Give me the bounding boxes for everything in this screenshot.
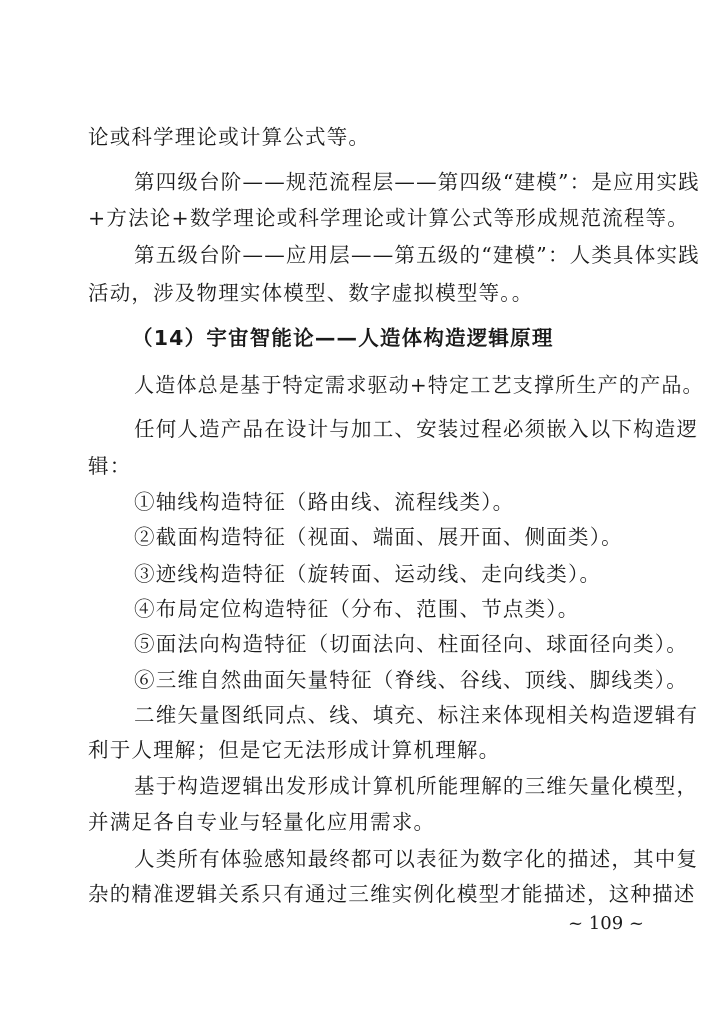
text-line-2: 第四级台阶——规范流程层——第四级“建模”：是应用实践 <box>134 170 700 194</box>
text-line-19: 并满足各自专业与轻量化应用需求。 <box>88 810 436 834</box>
text-line-18: 基于构造逻辑出发形成计算机所能理解的三维矢量化模型， <box>134 774 699 798</box>
section-heading: （14）宇宙智能论——人造体构造逻辑原理 <box>132 326 554 350</box>
page-number: ~ 109 ~ <box>568 913 644 934</box>
list-item-3: ③迹线构造特征（旋转面、运动线、走向线类）。 <box>134 562 602 586</box>
list-item-4: ④布局定位构造特征（分布、范围、节点类）。 <box>134 597 580 621</box>
list-item-6: ⑥三维自然曲面矢量特征（脊线、谷线、顶线、脚线类）。 <box>134 668 688 692</box>
list-item-1: ①轴线构造特征（路由线、流程线类）。 <box>134 490 515 514</box>
text-line-3: +方法论+数学理论或科学理论或计算公式等形成规范流程等。 <box>88 206 689 230</box>
text-line-17: 利于人理解；但是它无法形成计算机理解。 <box>88 738 501 762</box>
text-line-7: 人造体总是基于特定需求驱动+特定工艺支撑所生产的产品。 <box>134 373 704 397</box>
text-line-1: 论或科学理论或计算公式等。 <box>88 125 371 149</box>
text-line-5: 活动，涉及物理实体模型、数字虚拟模型等。。 <box>88 281 534 305</box>
text-line-16: 二维矢量图纸同点、线、填充、标注来体现相关构造逻辑有 <box>134 703 699 727</box>
text-line-20: 人类所有体验感知最终都可以表征为数字化的描述，其中复 <box>134 847 699 871</box>
text-line-9: 辑： <box>88 454 132 478</box>
list-item-2: ②截面构造特征（视面、端面、展开面、侧面类）。 <box>134 525 623 549</box>
text-line-4: 第五级台阶——应用层——第五级的“建模”：人类具体实践 <box>134 243 700 267</box>
list-item-5: ⑤面法向构造特征（切面法向、柱面径向、球面径向类）。 <box>134 632 688 656</box>
text-line-8: 任何人造产品在设计与加工、安装过程必须嵌入以下构造逻 <box>134 417 699 441</box>
text-line-21: 杂的精准逻辑关系只有通过三维实例化模型才能描述，这种描述 <box>88 882 696 906</box>
